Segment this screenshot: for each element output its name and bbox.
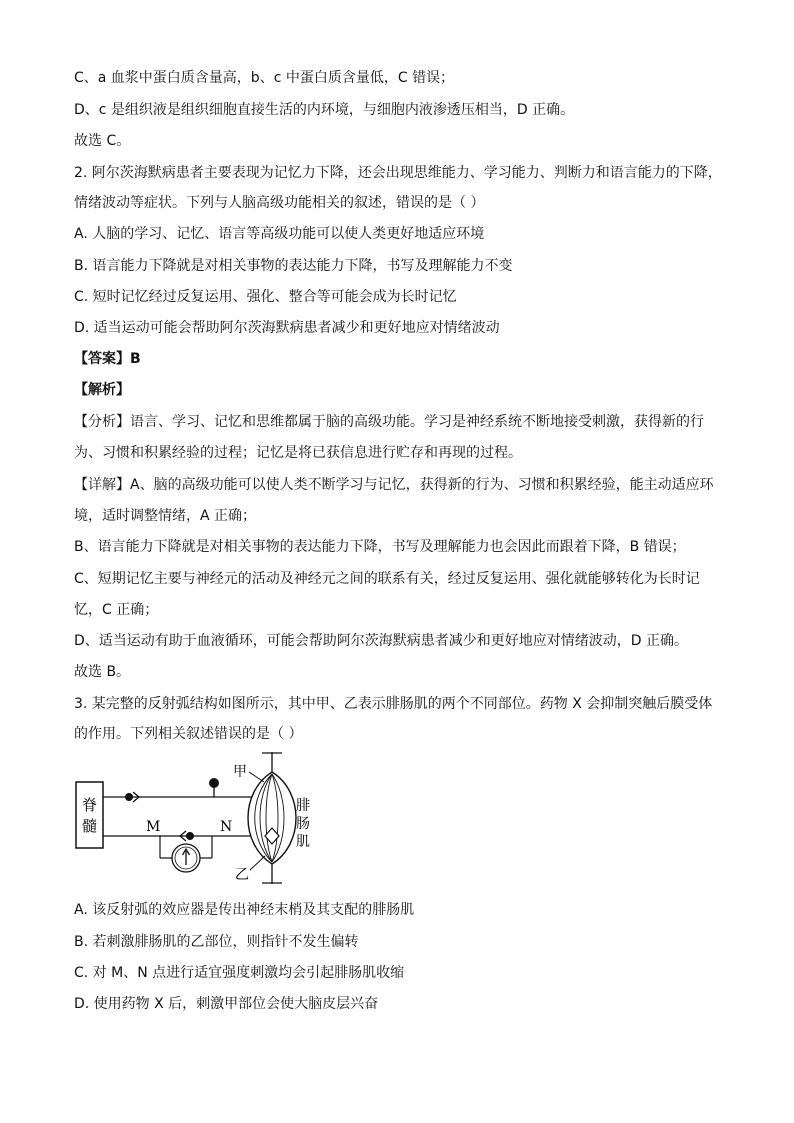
text-line-l21: 3. 某完整的反射弧结构如图所示，其中甲、乙表示腓肠肌的两个不同部位。药物 X 会抑制突触后膜受体 bbox=[74, 696, 713, 712]
muscle-label-char-3: 肌 bbox=[296, 834, 310, 850]
label-N: N bbox=[220, 819, 233, 835]
text-line-l17: C、短期记忆主要与神经元的活动及神经元之间的联系有关，经过反复运用、强化就能够转化为长时记 bbox=[74, 571, 700, 587]
text-line-l15: 境，适时调整情绪，A 正确； bbox=[74, 508, 257, 524]
label-jia: 甲 bbox=[233, 764, 247, 780]
pointer-jia bbox=[249, 772, 264, 782]
text-line-l6: A. 人脑的学习、记忆、语言等高级功能可以使人类更好地适应环境 bbox=[74, 226, 485, 242]
muscle-label-char-2: 肠 bbox=[296, 816, 310, 832]
label-M: M bbox=[146, 819, 161, 835]
text-line-l16: B、语言能力下降就是对相关事物的表达能力下降，书写及理解能力也会因此而跟着下降，B 错误； bbox=[74, 539, 686, 555]
spinal-cord-char-1: 脊 bbox=[81, 796, 98, 814]
text-line-l13: 为、习惯和积累经验的过程；记忆是将已获信息进行贮存和再现的过程。 bbox=[74, 445, 522, 461]
muscle-label-char-1: 腓 bbox=[296, 798, 310, 814]
text-line-l9: D. 适当运动可能会帮助阿尔茨海默病患者减少和更好地应对情绪波动 bbox=[74, 320, 500, 336]
text-line-l8: C. 短时记忆经过反复运用、强化、整合等可能会成为长时记忆 bbox=[74, 289, 457, 305]
text-line-l26: D. 使用药物 X 后，刺激甲部位会使大脑皮层兴奋 bbox=[74, 996, 379, 1012]
synapse-dot-afferent bbox=[125, 793, 133, 801]
text-line-l7: B. 语言能力下降就是对相关事物的表达能力下降，书写及理解能力不变 bbox=[74, 258, 513, 274]
text-line-l24: B. 若刺激腓肠肌的乙部位，则指针不发生偏转 bbox=[74, 934, 359, 950]
text-line-l25: C. 对 M、N 点进行适宜强度刺激均会引起腓肠肌收缩 bbox=[74, 965, 405, 981]
text-line-l12: 【分析】语言、学习、记忆和思维都属于脑的高级功能。学习是神经系统不断地接受刺激，获得新的行 bbox=[74, 414, 704, 430]
text-line-l10: 【答案】B bbox=[74, 351, 141, 367]
text-line-l22: 的作用。下列相关叙述错误的是（ ） bbox=[74, 726, 303, 742]
text-line-l4: 2. 阿尔茨海默病患者主要表现为记忆力下降，还会出现思维能力、学习能力、判断力和语言能力的下降， bbox=[74, 165, 722, 181]
text-line-l20: 故选 B。 bbox=[74, 664, 131, 680]
text-line-l3: 故选 C。 bbox=[74, 133, 131, 149]
text-line-l18: 忆，C 正确； bbox=[74, 602, 159, 618]
text-line-l23: A. 该反射弧的效应器是传出神经末梢及其支配的腓肠肌 bbox=[74, 902, 415, 918]
text-line-l19: D、适当运动有助于血液循环，可能会帮助阿尔茨海默病患者减少和更好地应对情绪波动，D 正确。 bbox=[74, 633, 689, 649]
synapse-dot-efferent bbox=[186, 832, 194, 840]
spinal-cord-char-2: 髓 bbox=[81, 817, 98, 835]
text-line-l11: 【解析】 bbox=[74, 382, 130, 398]
label-yi: 乙 bbox=[235, 867, 249, 883]
text-line-l1: C、a 血浆中蛋白质含量高，b、c 中蛋白质含量低，C 错误； bbox=[74, 70, 455, 86]
text-line-l2: D、c 是组织液是组织细胞直接生活的内环境，与细胞内液渗透压相当，D 正确。 bbox=[74, 102, 575, 118]
reflex-arc-diagram bbox=[72, 752, 322, 888]
ganglion-cell-body bbox=[209, 778, 219, 788]
pointer-yi bbox=[250, 856, 265, 870]
spinal-cord-box bbox=[76, 782, 103, 848]
text-line-l14: 【详解】A、脑的高级功能可以使人类不断学习与记忆，获得新的行为、习惯和积累经验，能主动适应环 bbox=[74, 477, 714, 493]
text-line-l5: 情绪波动等症状。下列与人脑高级功能相关的叙述，错误的是（ ） bbox=[74, 195, 485, 211]
